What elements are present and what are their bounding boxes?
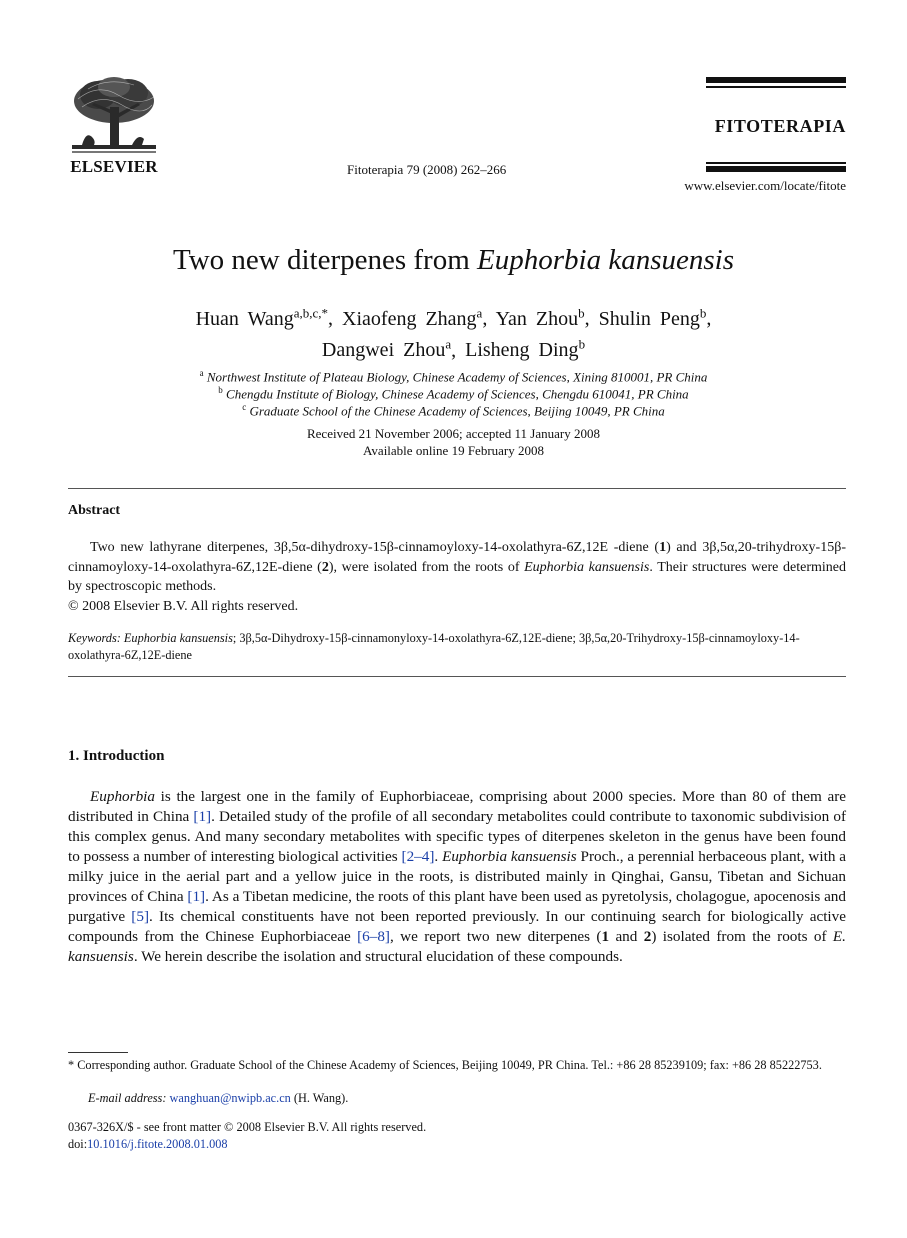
journal-rule-bottom <box>706 166 846 172</box>
journal-url[interactable]: www.elsevier.com/locate/fitote <box>684 178 846 193</box>
author[interactable]: Shulin Peng$^b$ <box>598 305 707 330</box>
affiliation: $^a$ Northwest Institute of Plateau Biology, Chinese Academy of Sciences, Xining 810001, PR China <box>199 368 708 385</box>
publisher-name: ELSEVIER <box>70 157 158 176</box>
title-species: Euphorbia kansuensis <box>477 244 734 276</box>
journal-rule-top <box>706 77 846 83</box>
doi-link[interactable]: 10.1016/j.fitote.2008.01.008 <box>87 1137 228 1151</box>
citation-link[interactable]: [6–8] <box>357 928 390 945</box>
abstract-paragraph: Two new lathyrane diterpenes, 3β,5α-dihydroxy-15β-cinnamoyloxy-14-oxolathyra-6Z,12E -diene (1) and 3β,5α,20-trihydroxy-15β-cinnamoyloxy-14-oxolathyra-6Z,12E-diene (2), were isolated from the roots of Euphorbia kansuensis. Their structures were determined by spectroscopic methods. <box>68 540 846 594</box>
received-dates: Received 21 November 2006; accepted 11 January 2008 <box>306 426 600 441</box>
footnote-rule <box>68 1052 128 1053</box>
divider <box>68 676 846 677</box>
email-line: E-mail address: wanghuan@nwipb.ac.cn (H. Wang). <box>88 1091 349 1105</box>
front-matter: 0367-326X/$ - see front matter © 2008 Elsevier B.V. All rights reserved. <box>68 1120 427 1134</box>
abstract-heading: Abstract <box>68 503 121 518</box>
online-date: Available online 19 February 2008 <box>363 443 544 458</box>
email-link[interactable]: wanghuan@nwipb.ac.cn <box>169 1091 291 1105</box>
affiliation: $^c$ Graduate School of the Chinese Academy of Sciences, Beijing 10049, PR China <box>242 402 665 419</box>
author[interactable]: Dangwei Zhou$^a$ <box>321 336 452 362</box>
citation-link[interactable]: [2–4] <box>401 848 435 865</box>
corresponding-author-note: * Corresponding author. Graduate School of the Chinese Academy of Sciences, Beijing 10049, PR China. Tel.: +86 28 85239109; fax: +86 28 85222753. <box>68 1058 822 1072</box>
divider <box>68 488 846 489</box>
journal-rule-top-thin <box>706 86 846 88</box>
citation-link[interactable]: [5] <box>131 908 150 925</box>
journal-name: FITOTERAPIA <box>714 116 846 136</box>
section-heading-introduction: 1. Introduction <box>68 748 165 764</box>
author[interactable]: Huan Wang$^{a,b,c,*}$ <box>195 305 329 330</box>
citation-link[interactable]: [1] <box>193 808 212 825</box>
keywords-label: Keywords: <box>68 631 121 645</box>
introduction-paragraph: Euphorbia is the largest one in the family of Euphorbiaceae, comprising about 2000 species. More than 80 of them are distributed in China [1]. Detailed study of the profile of all secondary metabolites could contribute to taxonomic subdivision of this complex genus. And many secondary metabolites with specific types of diterpenes skeleton in the genus have been found to possess a number of interesting biological activities [2–4]. Euphorbia kansuensis Proch., a perennial herbaceous plant, with a milky juice in the aerial part and a yellow juice in the roots, is distributed mainly in Qinghai, Gansu, Tibetan and Sichuan provinces of China [1]. As a Tibetan medicine, the roots of this plant have been used as pyretolysis, cholagogue, apocenosis and purgative [5]. Its chemical constituents have not been reported previously. In our continuing search for biologically active compounds from the Chinese Euphorbiaceae [6–8], we report two new diterpenes (1 and 2) isolated from the roots of E. kansuensis. We herein describe the isolation and structural elucidation of these compounds. <box>68 788 847 965</box>
author[interactable]: Xiaofeng Zhang$^a$ <box>342 305 483 330</box>
author[interactable]: Lisheng Ding$^b$ <box>465 336 586 362</box>
abstract-copyright: © 2008 Elsevier B.V. All rights reserved. <box>68 598 299 614</box>
affiliation: $^b$ Chengdu Institute of Biology, Chinese Academy of Sciences, Chengdu 610041, PR China <box>218 385 689 402</box>
article-title <box>0 242 907 278</box>
abstract-body <box>68 538 846 616</box>
journal-citation: Fitoterapia 79 (2008) 262–266 <box>347 162 507 177</box>
author-list: Huan Wang$^{a,b,c,*}$, Xiaofeng Zhang$^a$, Yan Zhou$^b$, Shulin Peng$^b$, Dangwei Zhou$^a$, Lisheng Ding$^b$ <box>195 305 712 362</box>
citation-link[interactable]: [1] <box>187 888 206 905</box>
title-text: Two new diterpenes from <box>173 244 478 276</box>
author[interactable]: Yan Zhou$^b$ <box>495 305 585 330</box>
journal-rule-bottom-thin <box>706 162 846 164</box>
keywords: Keywords: Euphorbia kansuensis; 3β,5α-Dihydroxy-15β-cinnamonyloxy-14-oxolathyra-6Z,12E-diene; 3β,5α,20-Trihydroxy-15β-cinnamoyloxy-14-oxolathyra-6Z,12E-diene <box>68 631 800 662</box>
doi-line: doi:10.1016/j.fitote.2008.01.008 <box>68 1137 228 1151</box>
